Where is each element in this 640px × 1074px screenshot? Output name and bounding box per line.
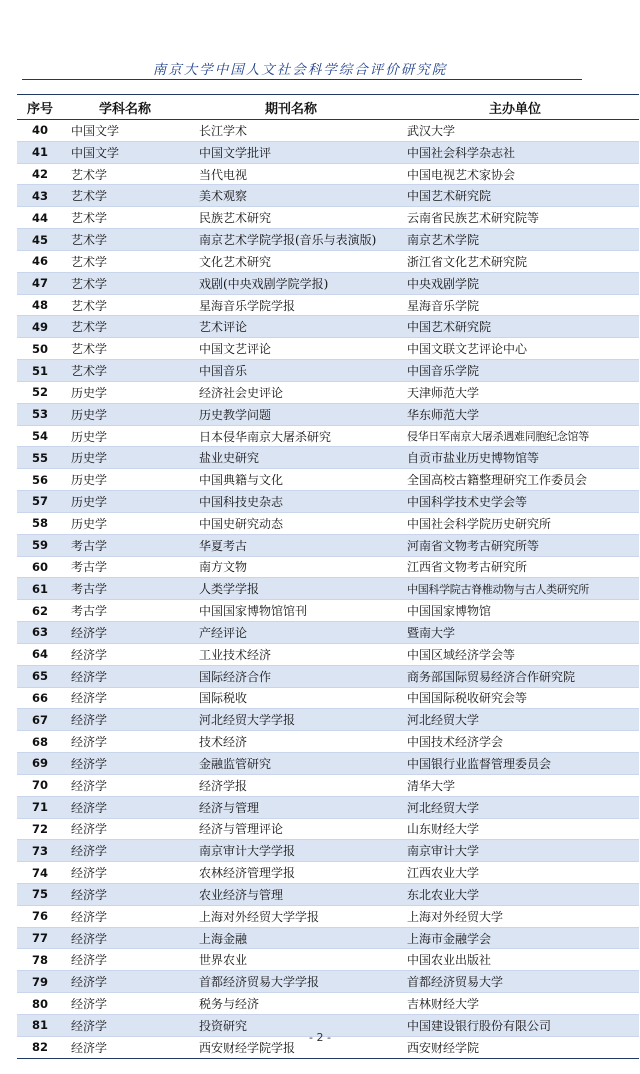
journal-name: 南方文物 — [195, 556, 403, 578]
row-index: 51 — [17, 360, 63, 382]
organizer-name: 中国建设银行股份有限公司 — [403, 1014, 639, 1036]
row-index: 45 — [17, 229, 63, 251]
journal-name: 中国史研究动态 — [195, 512, 403, 534]
table-row — [17, 840, 639, 862]
row-index: 57 — [17, 491, 63, 513]
organizer-name: 东北农业大学 — [403, 883, 639, 905]
organizer-name: 中国区域经济学会等 — [403, 643, 639, 665]
table-row — [17, 207, 639, 229]
journal-name: 农业经济与管理 — [195, 883, 403, 905]
row-index: 58 — [17, 512, 63, 534]
journal-name: 经济与管理 — [195, 796, 403, 818]
journal-name: 河北经贸大学学报 — [195, 709, 403, 731]
row-index: 75 — [17, 883, 63, 905]
row-index: 67 — [17, 709, 63, 731]
row-index: 42 — [17, 163, 63, 185]
table-row — [17, 163, 639, 185]
organizer-name: 南京艺术学院 — [403, 229, 639, 251]
subject-name: 经济学 — [63, 622, 195, 644]
journal-name: 华夏考古 — [195, 534, 403, 556]
table-row — [17, 185, 639, 207]
row-index: 63 — [17, 622, 63, 644]
journal-name: 戏剧(中央戏剧学院学报) — [195, 272, 403, 294]
subject-name: 历史学 — [63, 381, 195, 403]
subject-name: 经济学 — [63, 949, 195, 971]
journal-name: 首都经济贸易大学学报 — [195, 971, 403, 993]
subject-name: 考古学 — [63, 578, 195, 600]
row-index: 54 — [17, 425, 63, 447]
table-row — [17, 774, 639, 796]
subject-name: 艺术学 — [63, 229, 195, 251]
organizer-name: 自贡市盐业历史博物馆等 — [403, 447, 639, 469]
journal-name: 文化艺术研究 — [195, 250, 403, 272]
row-index: 73 — [17, 840, 63, 862]
organizer-name: 上海市金融学会 — [403, 927, 639, 949]
table-row — [17, 294, 639, 316]
subject-name: 经济学 — [63, 731, 195, 753]
subject-name: 考古学 — [63, 600, 195, 622]
table-row — [17, 360, 639, 382]
journal-name: 经济社会史评论 — [195, 381, 403, 403]
row-index: 56 — [17, 469, 63, 491]
row-index: 77 — [17, 927, 63, 949]
organizer-name: 中央戏剧学院 — [403, 272, 639, 294]
organizer-name: 天津师范大学 — [403, 381, 639, 403]
journal-name: 中国音乐 — [195, 360, 403, 382]
table-row — [17, 927, 639, 949]
column-header-organizer: 主办单位 — [403, 95, 639, 120]
row-index: 48 — [17, 294, 63, 316]
subject-name: 经济学 — [63, 905, 195, 927]
journal-name: 历史教学问题 — [195, 403, 403, 425]
table-row — [17, 272, 639, 294]
table-row — [17, 665, 639, 687]
subject-name: 经济学 — [63, 643, 195, 665]
row-index: 82 — [17, 1036, 63, 1058]
row-index: 71 — [17, 796, 63, 818]
table-row — [17, 491, 639, 513]
organizer-name: 浙江省文化艺术研究院 — [403, 250, 639, 272]
table-row — [17, 381, 639, 403]
organizer-name: 中国科学技术史学会等 — [403, 491, 639, 513]
organizer-name: 华东师范大学 — [403, 403, 639, 425]
journal-name: 日本侵华南京大屠杀研究 — [195, 425, 403, 447]
row-index: 65 — [17, 665, 63, 687]
column-header-index: 序号 — [17, 95, 63, 120]
journal-name: 中国文艺评论 — [195, 338, 403, 360]
table-row — [17, 643, 639, 665]
subject-name: 经济学 — [63, 774, 195, 796]
row-index: 55 — [17, 447, 63, 469]
table-row — [17, 512, 639, 534]
journal-name: 工业技术经济 — [195, 643, 403, 665]
table-row — [17, 687, 639, 709]
row-index: 40 — [17, 120, 63, 142]
row-index: 41 — [17, 141, 63, 163]
organizer-name: 江西省文物考古研究所 — [403, 556, 639, 578]
subject-name: 经济学 — [63, 687, 195, 709]
subject-name: 中国文学 — [63, 120, 195, 142]
journal-name: 国际经济合作 — [195, 665, 403, 687]
organizer-name: 中国艺术研究院 — [403, 316, 639, 338]
subject-name: 经济学 — [63, 1014, 195, 1036]
table-row — [17, 556, 639, 578]
row-index: 64 — [17, 643, 63, 665]
subject-name: 经济学 — [63, 927, 195, 949]
table-row — [17, 120, 639, 142]
organizer-name: 河北经贸大学 — [403, 796, 639, 818]
table-body — [17, 120, 639, 1059]
organizer-name: 中国国际税收研究会等 — [403, 687, 639, 709]
subject-name: 经济学 — [63, 840, 195, 862]
page-number: - 2 - — [309, 1031, 331, 1044]
column-header-journal: 期刊名称 — [195, 95, 403, 120]
journal-name: 产经评论 — [195, 622, 403, 644]
journal-name: 南京审计大学学报 — [195, 840, 403, 862]
organizer-name: 商务部国际贸易经济合作研究院 — [403, 665, 639, 687]
page-header-title: 南京大学中国人文社会科学综合评价研究院 — [152, 62, 448, 78]
journal-name: 中国科技史杂志 — [195, 491, 403, 513]
subject-name: 历史学 — [63, 447, 195, 469]
table-row — [17, 316, 639, 338]
journal-name: 南京艺术学院学报(音乐与表演版) — [195, 229, 403, 251]
organizer-name: 侵华日军南京大屠杀遇难同胞纪念馆等 — [403, 425, 639, 447]
row-index: 60 — [17, 556, 63, 578]
row-index: 80 — [17, 993, 63, 1015]
journal-name: 金融监管研究 — [195, 753, 403, 775]
row-index: 74 — [17, 862, 63, 884]
subject-name: 艺术学 — [63, 272, 195, 294]
organizer-name: 中国社会科学院历史研究所 — [403, 512, 639, 534]
table-row — [17, 993, 639, 1015]
table-row — [17, 600, 639, 622]
row-index: 44 — [17, 207, 63, 229]
organizer-name: 上海对外经贸大学 — [403, 905, 639, 927]
journal-name: 中国文学批评 — [195, 141, 403, 163]
table-row — [17, 229, 639, 251]
organizer-name: 西安财经学院 — [403, 1036, 639, 1058]
row-index: 66 — [17, 687, 63, 709]
journal-name: 税务与经济 — [195, 993, 403, 1015]
table-row — [17, 578, 639, 600]
journal-name: 长江学术 — [195, 120, 403, 142]
subject-name: 历史学 — [63, 491, 195, 513]
journal-name: 经济与管理评论 — [195, 818, 403, 840]
organizer-name: 清华大学 — [403, 774, 639, 796]
subject-name: 考古学 — [63, 556, 195, 578]
subject-name: 经济学 — [63, 993, 195, 1015]
subject-name: 经济学 — [63, 796, 195, 818]
journal-name: 盐业史研究 — [195, 447, 403, 469]
organizer-name: 中国电视艺术家协会 — [403, 163, 639, 185]
table-row — [17, 447, 639, 469]
organizer-name: 中国艺术研究院 — [403, 185, 639, 207]
journal-name: 国际税收 — [195, 687, 403, 709]
subject-name: 经济学 — [63, 665, 195, 687]
organizer-name: 江西农业大学 — [403, 862, 639, 884]
table-row — [17, 818, 639, 840]
journal-name: 人类学学报 — [195, 578, 403, 600]
organizer-name: 南京审计大学 — [403, 840, 639, 862]
row-index: 46 — [17, 250, 63, 272]
table-row — [17, 949, 639, 971]
journal-name: 农林经济管理学报 — [195, 862, 403, 884]
organizer-name: 星海音乐学院 — [403, 294, 639, 316]
table-row — [17, 622, 639, 644]
journal-name: 投资研究 — [195, 1014, 403, 1036]
table-row — [17, 796, 639, 818]
organizer-name: 首都经济贸易大学 — [403, 971, 639, 993]
subject-name: 历史学 — [63, 469, 195, 491]
organizer-name: 中国技术经济学会 — [403, 731, 639, 753]
table-row — [17, 425, 639, 447]
subject-name: 经济学 — [63, 883, 195, 905]
table-row — [17, 141, 639, 163]
row-index: 72 — [17, 818, 63, 840]
table-row — [17, 338, 639, 360]
table-row — [17, 905, 639, 927]
row-index: 52 — [17, 381, 63, 403]
subject-name: 历史学 — [63, 425, 195, 447]
row-index: 81 — [17, 1014, 63, 1036]
table-row — [17, 469, 639, 491]
subject-name: 艺术学 — [63, 316, 195, 338]
table-row — [17, 403, 639, 425]
row-index: 68 — [17, 731, 63, 753]
journal-name: 美术观察 — [195, 185, 403, 207]
subject-name: 历史学 — [63, 512, 195, 534]
subject-name: 经济学 — [63, 971, 195, 993]
journal-name: 经济学报 — [195, 774, 403, 796]
subject-name: 考古学 — [63, 534, 195, 556]
organizer-name: 中国社会科学杂志社 — [403, 141, 639, 163]
row-index: 47 — [17, 272, 63, 294]
organizer-name: 中国农业出版社 — [403, 949, 639, 971]
subject-name: 经济学 — [63, 1036, 195, 1058]
organizer-name: 山东财经大学 — [403, 818, 639, 840]
subject-name: 经济学 — [63, 862, 195, 884]
header-divider — [22, 79, 582, 80]
row-index: 43 — [17, 185, 63, 207]
journal-name: 上海金融 — [195, 927, 403, 949]
row-index: 76 — [17, 905, 63, 927]
journal-name: 中国国家博物馆馆刊 — [195, 600, 403, 622]
organizer-name: 武汉大学 — [403, 120, 639, 142]
subject-name: 历史学 — [63, 403, 195, 425]
organizer-name: 河南省文物考古研究所等 — [403, 534, 639, 556]
row-index: 59 — [17, 534, 63, 556]
row-index: 70 — [17, 774, 63, 796]
subject-name: 经济学 — [63, 818, 195, 840]
row-index: 61 — [17, 578, 63, 600]
organizer-name: 中国音乐学院 — [403, 360, 639, 382]
subject-name: 艺术学 — [63, 338, 195, 360]
table-row — [17, 971, 639, 993]
row-index: 49 — [17, 316, 63, 338]
table-row — [17, 862, 639, 884]
journal-name: 西安财经学院学报 — [195, 1036, 403, 1058]
organizer-name: 河北经贸大学 — [403, 709, 639, 731]
row-index: 50 — [17, 338, 63, 360]
table-row — [17, 883, 639, 905]
table-row — [17, 534, 639, 556]
row-index: 53 — [17, 403, 63, 425]
row-index: 69 — [17, 753, 63, 775]
organizer-name: 全国高校古籍整理研究工作委员会 — [403, 469, 639, 491]
journal-name: 中国典籍与文化 — [195, 469, 403, 491]
subject-name: 艺术学 — [63, 207, 195, 229]
table-row — [17, 731, 639, 753]
subject-name: 经济学 — [63, 709, 195, 731]
journal-name: 星海音乐学院学报 — [195, 294, 403, 316]
table-row — [17, 753, 639, 775]
subject-name: 艺术学 — [63, 185, 195, 207]
column-header-subject: 学科名称 — [63, 95, 195, 120]
journal-name: 当代电视 — [195, 163, 403, 185]
row-index: 62 — [17, 600, 63, 622]
table-row — [17, 709, 639, 731]
subject-name: 艺术学 — [63, 294, 195, 316]
subject-name: 艺术学 — [63, 163, 195, 185]
table-row — [17, 250, 639, 272]
organizer-name: 云南省民族艺术研究院等 — [403, 207, 639, 229]
journal-name: 民族艺术研究 — [195, 207, 403, 229]
organizer-name: 中国文联文艺评论中心 — [403, 338, 639, 360]
journal-table — [17, 94, 639, 1059]
organizer-name: 中国银行业监督管理委员会 — [403, 753, 639, 775]
organizer-name: 暨南大学 — [403, 622, 639, 644]
organizer-name: 中国科学院古脊椎动物与古人类研究所 — [403, 578, 639, 600]
journal-name: 艺术评论 — [195, 316, 403, 338]
row-index: 78 — [17, 949, 63, 971]
subject-name: 艺术学 — [63, 250, 195, 272]
subject-name: 经济学 — [63, 753, 195, 775]
subject-name: 中国文学 — [63, 141, 195, 163]
organizer-name: 吉林财经大学 — [403, 993, 639, 1015]
organizer-name: 中国国家博物馆 — [403, 600, 639, 622]
journal-name: 上海对外经贸大学学报 — [195, 905, 403, 927]
table-header-row — [17, 95, 639, 120]
subject-name: 艺术学 — [63, 360, 195, 382]
journal-name: 世界农业 — [195, 949, 403, 971]
journal-name: 技术经济 — [195, 731, 403, 753]
row-index: 79 — [17, 971, 63, 993]
